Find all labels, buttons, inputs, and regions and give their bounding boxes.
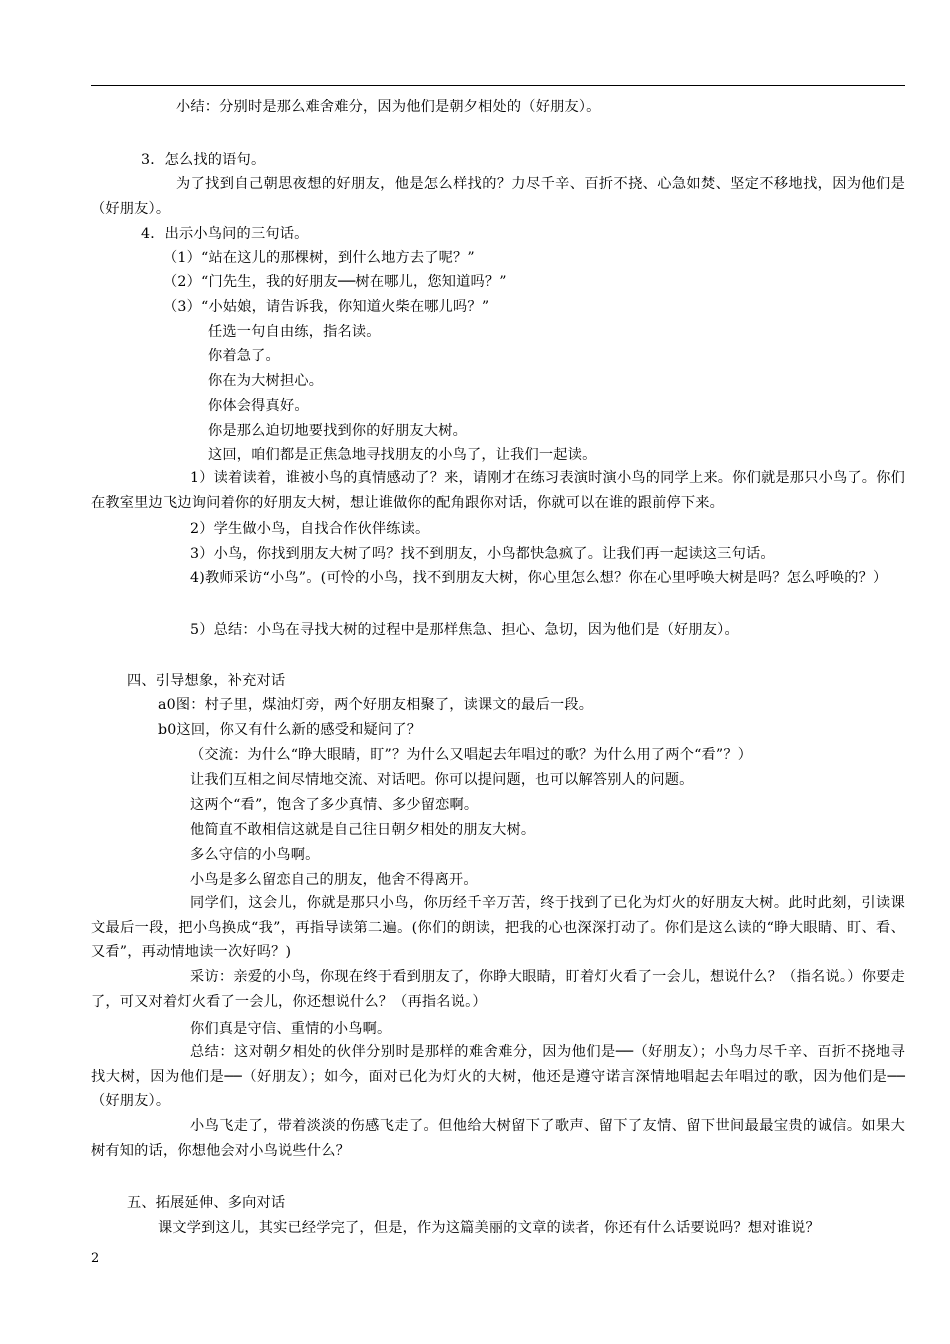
- step-2-line: 2）学生做小鸟，自找合作伙伴练读。: [190, 521, 430, 537]
- closing-line: 课文学到这儿，其实已经学完了，但是，作为这篇美丽的文章的读者，你还有什么话要说吗？想对谁说？: [158, 1220, 820, 1236]
- page-number: 2: [91, 1251, 100, 1266]
- section-five-heading: 五、拓展延伸、多向对话: [127, 1195, 286, 1211]
- bird-flew-paragraph: 小鸟飞走了，带着淡淡的伤感飞走了。但他给大树留下了歌声、留下了友情、留下世间最最宝贵的诚信。如果大树有知的话，你想他会对小鸟说些什么？: [91, 1118, 905, 1159]
- classmates-paragraph: 同学们，这会儿，你就是那只小鸟，你历经千辛万苦，终于找到了已化为灯火的好朋友大树。此时此刻，引读课文最后一段，把小鸟换成“我”，再指导读第二遍。(你们的朗读，把我的心也深深打动了。你们是这么读的“睁大眼睛、盯、看、又看”，再动情地读一次好吗？): [91, 895, 905, 960]
- step-4-paragraph: 4)教师采访“小鸟”。(可怜的小鸟，找不到朋友大树，你心里怎么想？你在心里呼唤大树是吗？怎么呼唤的？）: [190, 570, 888, 586]
- bird-question-1: （1）“站在这儿的那棵树，到什么地方去了呢？”: [163, 250, 475, 266]
- feedback-line-3: 你体会得真好。: [208, 398, 309, 414]
- read-together-line: 这回，咱们都是正焦急地寻找朋友的小鸟了，让我们一起读。: [208, 447, 597, 463]
- item-a0: a0图：村子里，煤油灯旁，两个好朋友相聚了，读课文的最后一段。: [158, 697, 594, 713]
- summary-line: 小结：分别时是那么难舍难分，因为他们是朝夕相处的（好朋友）。: [176, 99, 601, 115]
- interview-paragraph: 采访：亲爱的小鸟，你现在终于看到朋友了，你睁大眼睛，盯着灯火看了一会儿，想说什么？（指名说。）你要走了，可又对着灯火看了一会儿，你还想说什么？（再指名说。）: [91, 969, 905, 1010]
- two-looks-line: 这两个“看”，饱含了多少真情、多少留恋啊。: [190, 797, 479, 813]
- faithful-line: 你们真是守信、重情的小鸟啊。: [190, 1021, 392, 1037]
- section-four-heading: 四、引导想象，补充对话: [127, 673, 286, 689]
- feedback-line-2: 你在为大树担心。: [208, 373, 324, 389]
- step-3-line: 3）小鸟，你找到朋友大树了吗？找不到朋友，小鸟都快急疯了。让我们再一起读这三句话。: [190, 546, 775, 562]
- paragraph-search: 为了找到自己朝思夜想的好朋友，他是怎么样找的？力尽千辛、百折不挠、心急如焚、坚定不移地找，因为他们是（好朋友）。: [91, 176, 905, 217]
- section-4-heading: 4．出示小鸟问的三句话。: [141, 226, 309, 242]
- dialogue-line: 让我们互相之间尽情地交流、对话吧。你可以提问题，也可以解答别人的问题。: [190, 772, 694, 788]
- section-3-heading: 3．怎么找的语句。: [141, 152, 266, 168]
- faithful-bird-line: 多么守信的小鸟啊。: [190, 847, 320, 863]
- practice-line: 任选一句自由练，指名读。: [208, 324, 381, 340]
- step-5-line: 5）总结：小鸟在寻找大树的过程中是那样焦急、担心、急切，因为他们是（好朋友）。: [190, 622, 739, 638]
- disbelief-line: 他简直不敢相信这就是自己往日朝夕相处的朋友大树。: [190, 822, 536, 838]
- reluctant-line: 小鸟是多么留恋自己的朋友，他舍不得离开。: [190, 872, 478, 888]
- item-b0: b0这回，你又有什么新的感受和疑问了？: [158, 722, 422, 738]
- bird-question-3: （3）“小姑娘，请告诉我，你知道火柴在哪儿吗？”: [163, 299, 490, 315]
- feedback-line-1: 你着急了。: [208, 348, 280, 364]
- header-rule: [91, 85, 905, 86]
- bird-question-2: （2）“门先生，我的好朋友──树在哪儿，您知道吗？”: [163, 274, 507, 290]
- feedback-line-4: 你是那么迫切地要找到你的好朋友大树。: [208, 423, 467, 439]
- summary-paragraph: 总结：这对朝夕相处的伙伴分别时是那样的难舍难分，因为他们是──（好朋友）；小鸟力尽千辛、百折不挠地寻找大树，因为他们是──（好朋友）；如今，面对已化为灯火的大树，他还是遵守诺言深情地唱起去年唱过的歌，因为他们是──（好朋友）。: [91, 1044, 905, 1109]
- step-1-paragraph: 1）读着读着，谁被小鸟的真情感动了？来，请刚才在练习表演时演小鸟的同学上来。你们就是那只小鸟了。你们在教室里边飞边询问着你的好朋友大树，想让谁做你的配角跟你对话，你就可以在谁的跟前停下来。: [91, 470, 905, 511]
- exchange-line: （交流：为什么“睁大眼睛，盯”？为什么又唱起去年唱过的歌？为什么用了两个“看”？）: [190, 747, 753, 763]
